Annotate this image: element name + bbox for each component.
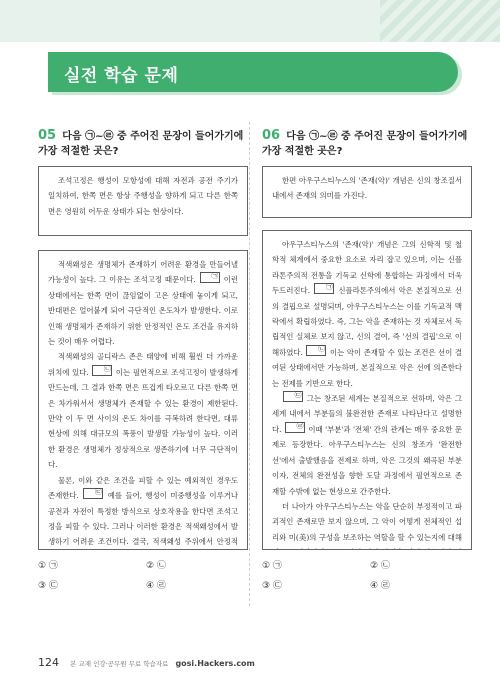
passage-paragraph: 적색왜성의 골디락스 존은 태양에 비해 훨씬 더 가까운 위치에 있다. ㉡ 이는 필연적으로 조석고정이 발생하게 만드는데, 그 결과 한쪽 면은 뜨겁게 타오르고 다른 한쪽 면은 차가워서서 생명체가 존재할 수 있는 환경이 제한된다. 만약 이 두 면 사이의 온도 차이를 극복하려 한다면, 대류 현상에 의해 대규모의 폭풍이 발생할 가능성이 높다. 이러한 환경은 생명체가 정상적으로 생존하기에 너무 극단적이다. [48,352,238,470]
blank-marker: ㉡ [92,365,112,376]
question-number: 06 [262,128,281,143]
blank-marker: ㉠ [314,283,334,294]
top-decorative-band [0,0,500,42]
blank-marker: ㉢ [283,391,303,402]
passage-paragraph: 적색왜성은 생명체가 존재하기 어려운 환경을 만들어낼 가능성이 높다. 그 이유는 조석고정 때문이다. ㉠ 이런 상태에서는 한쪽 면이 끊임없이 고온 상태에 놓이게 되고, 반대편은 얼어붙게 되어 극단적인 온도차가 발생한다. 이로 인해 생명체가 존재하기 위한 안정적인 온도 조건을 유지하는 것이 매우 어렵다. [48,260,238,347]
passage-box [38,250,248,550]
question-header [262,128,474,158]
choice-3[interactable]: ③ ㉢ [38,581,58,591]
blank-marker: ㉡ [306,345,326,356]
given-sentence: 한편 아우구스티누스의 '존재(악)' 개념은 신의 창조질서 내에서 존재의 의미를 가진다. [272,176,462,201]
choice-1[interactable]: ① ㉠ [38,561,58,571]
question-prompt: 다음 ㉠~㉣ 중 주어진 문장이 들어가기에 가장 적절한 곳은? [262,131,468,157]
footer-link[interactable]: gosi.Hackers.com [175,659,255,668]
column-divider [249,122,250,606]
choice-4[interactable]: ④ ㉣ [146,581,166,591]
given-sentence-box [38,166,248,236]
passage-paragraph: ㉢ 그는 창조된 세계는 본질적으로 선하며, 악은 그 세계 내에서 부분들의 불완전한 존재로 나타난다고 설명한다. ㉣ 이때 '부분'과 '전체' 간의 관계는 매우 중요한 문제로 등장한다. 아우구스티누스는 신의 창조가 '완전한 선'에서 출발했음을 전제로 하며, 악은 그것의 왜곡된 부분이자, 전체의 완전성을 향한 도달 과정에서 필연적으로 존재할 수밖에 없는 현상으로 간주한다. [272,391,462,496]
passage-paragraph: 더 나아가 아우구스티누스는 악을 단순히 부정적이고 파괴적인 존재로만 보지 않으며, 그 악이 어떻게 전체적인 섭리와 미(美)의 구성을 보조하는 역할을 할 수 있는지에 대해 [272,501,462,542]
blank-marker: ㉢ [83,488,103,499]
section-banner [48,52,458,92]
choice-1[interactable]: ① ㉠ [262,561,282,571]
passage-box [262,230,472,550]
passage-paragraph: 물론, 이와 같은 조건을 피할 수 있는 예외적인 경우도 존재한다. ㉢ 예를 들어, 행성이 미중행성을 이루거나 공전과 자전이 특정한 방식으로 상호작용을 한다면 조석고정을 피할 수 있다. 그러나 이러한 환경은 적색왜성에서 발생하기 어려운 조건이다. 결국, 적색왜성 주위에서 안정적 [48,475,238,547]
page-number: 124 [38,656,59,669]
footer-text: 본 교재 인강·공무원 무료 학습자료 [70,660,169,668]
section-title: 실전 학습 문제 [64,66,179,86]
blank-marker: ㉣ [285,422,305,433]
question-05 [38,128,250,591]
choice-4[interactable]: ④ ㉣ [370,581,390,591]
question-prompt: 다음 ㉠~㉣ 중 주어진 문장이 들어가기에 가장 적절한 곳은? [38,131,244,157]
given-sentence: 조석고정은 행성이 모항성에 대해 자전과 공전 주기가 일치하여, 한쪽 면은 항상 주행성을 향하게 되고 다른 한쪽 면은 영원히 어두운 상태가 되는 현상이다. [48,176,238,216]
given-sentence-box [262,166,472,218]
choice-2[interactable]: ② ㉡ [146,561,166,571]
choice-2[interactable]: ② ㉡ [370,561,390,571]
page-footer [38,651,255,670]
question-header [38,128,250,158]
passage-paragraph: 아우구스티누스의 '존재(악)' 개념은 그의 신학적 및 철학적 체계에서 중요한 요소로 자리 잡고 있으며, 이는 신플라톤주의적 전통을 기독교 신학에 통합하는 과정에서 더욱 두드러진다. ㉠ 신플라톤주의에서 악은 본질적으로 선의 결핍으로 설명되며, 아우구스티누스는 이를 기독교적 맥락에서 확립하였다. 즉, 그는 악을 존재하는 것 자체로서 독립적인 실체로 보지 않고, 신의 결여, 즉 '선의 결핍'으로 이해하였다. ㉡ 이는 악이 존재할 수 있는 조건은 선이 결여된 상태에서만 가능하며, 본질적으로 악은 선에 의존한다는 전제를 기반으로 한다. [272,240,462,388]
blank-marker: ㉠ [200,272,220,283]
question-06 [262,128,474,591]
choice-3[interactable]: ③ ㉢ [262,581,282,591]
question-number: 05 [38,128,57,143]
